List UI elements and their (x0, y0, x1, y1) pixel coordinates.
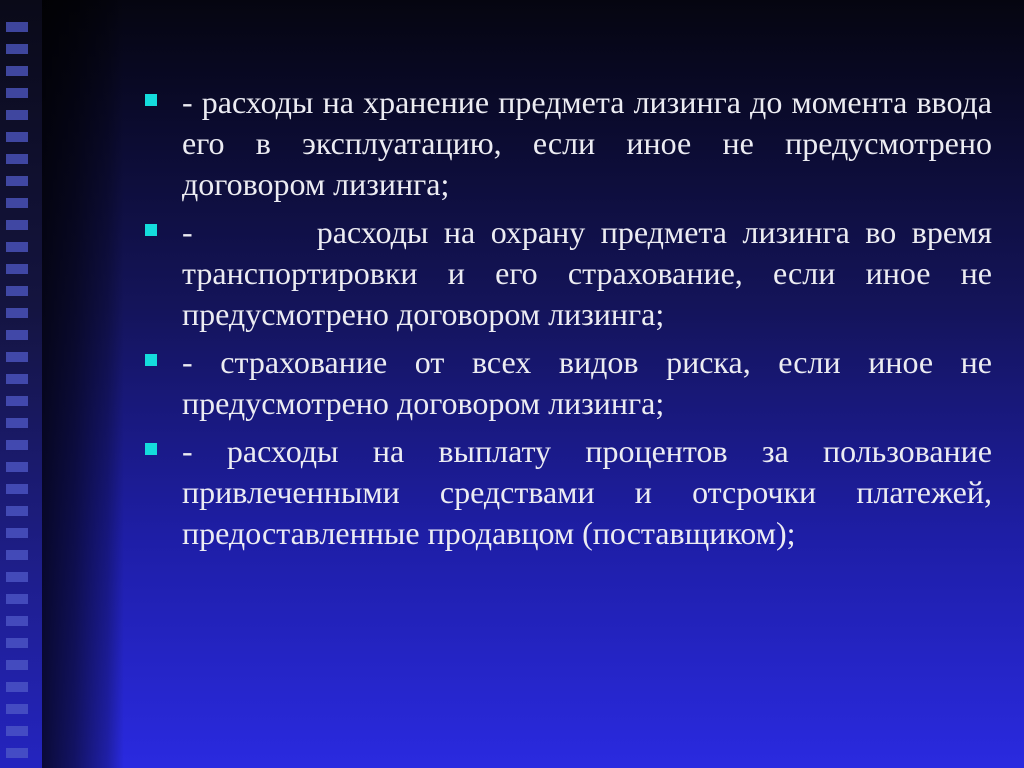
bullet-item (142, 212, 1000, 335)
bullet-item (142, 431, 1000, 554)
film-hole (6, 528, 28, 538)
film-hole (6, 176, 28, 186)
filmstrip-decoration (0, 0, 42, 768)
film-hole (6, 616, 28, 626)
film-hole (6, 286, 28, 296)
bullet-text: - расходы на выплату процентов за пользование привлеченными средствами и отсрочки платежей, предоставленные продавцом (поставщиком); (182, 433, 1000, 551)
film-hole (6, 22, 28, 32)
bullet-text: - расходы на охрану предмета лизинга во время транспортировки и его страхование, если иное не предусмотрено договором лизинга; (182, 214, 1000, 332)
film-hole (6, 638, 28, 648)
film-hole (6, 726, 28, 736)
film-hole (6, 154, 28, 164)
square-bullet-icon (145, 354, 157, 366)
film-hole (6, 242, 28, 252)
film-hole (6, 66, 28, 76)
square-bullet-icon (145, 224, 157, 236)
bullet-item (142, 342, 1000, 424)
film-hole (6, 594, 28, 604)
film-hole (6, 396, 28, 406)
square-bullet-icon (145, 443, 157, 455)
film-hole (6, 682, 28, 692)
film-hole (6, 506, 28, 516)
film-hole (6, 198, 28, 208)
film-hole (6, 220, 28, 230)
film-hole (6, 88, 28, 98)
film-hole (6, 374, 28, 384)
film-hole (6, 572, 28, 582)
bullet-list (142, 82, 1000, 554)
film-hole (6, 132, 28, 142)
film-hole (6, 748, 28, 758)
film-hole (6, 440, 28, 450)
bullet-text: - страхование от всех видов риска, если иное не предусмотрено договором лизинга; (182, 344, 1000, 421)
film-hole (6, 550, 28, 560)
bullet-item (142, 82, 1000, 205)
film-hole (6, 264, 28, 274)
film-hole (6, 418, 28, 428)
slide-content (142, 82, 1000, 561)
film-hole (6, 330, 28, 340)
film-hole (6, 462, 28, 472)
film-hole (6, 44, 28, 54)
square-bullet-icon (145, 94, 157, 106)
film-hole (6, 704, 28, 714)
film-hole (6, 484, 28, 494)
film-hole (6, 110, 28, 120)
film-hole (6, 352, 28, 362)
film-perforations (6, 0, 28, 768)
film-hole (6, 660, 28, 670)
bullet-text: - расходы на хранение предмета лизинга до момента ввода его в эксплуатацию, если иное не предусмотрено договором лизинга; (182, 84, 1000, 202)
side-shadow (42, 0, 124, 768)
film-hole (6, 308, 28, 318)
